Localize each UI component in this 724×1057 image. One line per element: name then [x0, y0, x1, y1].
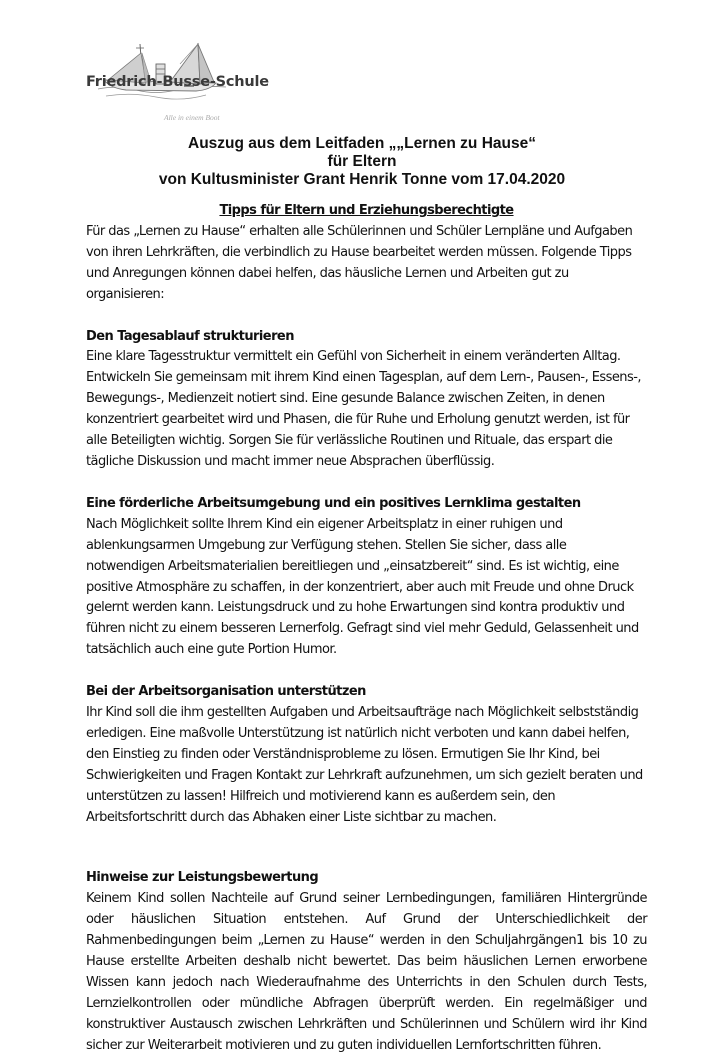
section-title: Hinweise zur Leistungsbewertung [86, 870, 319, 886]
section-daily-routine [86, 327, 647, 473]
section-title: Eine förderliche Arbeitsumgebung und ein positives Lernklima gestalten [86, 495, 581, 511]
section-work-environment [86, 494, 647, 661]
section-body: Nach Möglichkeit sollte Ihrem Kind ein eigener Arbeitsplatz in einer ruhigen und ablenkungsarmen Umgebung zur Verfügung stehen. Stellen Sie sicher, dass alle notwendigen Arbeitsmaterialien bereitliegen und „einsatzbereit“ sind. Es ist wichtig, eine positive Atmosphäre zu schaffen, in der konzentriert, aber auch mit Freude und ohne Druck gelernt werden kann. Leistungsdruck und zu hohe Erwartungen sind kontra produktiv und führen nicht zu einem besseren Lernerfolg. Gefragt sind viel mehr Geduld, Gelassenheit und tatsächlich auch eine gute Portion Humor. [86, 516, 639, 658]
school-tagline: Alle in einem Boot [164, 113, 220, 122]
document-title [0, 135, 724, 189]
section-body: Keinem Kind sollen Nachteile auf Grund seiner Lernbedingungen, familiären Hintergründe oder häuslichen Situation entstehen. Auf Grund der Unterschiedlichkeit der Rahmenbedingungen beim „Lernen zu Hause“ werden in den Schuljahrgängen1 bis 10 zu Hause erstellte Arbeiten deshalb nicht bewertet. Das beim häuslichen Lernen erworbene Wissen kann jedoch nach Wiederaufnahme des Unterrichts in den Schulen durch Tests, Lernzielkontrollen oder mündliche Abfragen überprüft werden. Ein regelmäßiger und konstruktiver Austausch zwischen Lehrkräften und Schülerinnen und Schülern wird ihr Kind sicher zur Weiterarbeit motivieren und zu guten individuellen Lernfortschritten führen. [86, 891, 647, 1053]
title-line-3: von Kultusminister Grant Henrik Tonne vom 17.04.2020 [158, 171, 566, 188]
intro-paragraph: Für das „Lernen zu Hause“ erhalten alle Schülerinnen und Schüler Lernpläne und Aufgaben von ihren Lehrkräften, die verbindlich zu Hause bearbeitet werden müssen. Folgende Tipps und Anregungen können dabei helfen, das häusliche Lernen und Arbeiten gut zu organisieren: [86, 223, 633, 302]
section-body: Eine klare Tagesstruktur vermittelt ein Gefühl von Sicherheit in einem veränderten Alltag. Entwickeln Sie gemeinsam mit ihrem Kind einen Tagesplan, auf dem Lern-, Pausen-, Essens-, Bewegungs-, Medienzeit notiert sind. Eine gesunde Balance zwischen Zeiten, in denen konzentriert gearbeitet wird und Phasen, die für Ruhe und Erholung genutzt werden, ist für alle Beteiligten wichtig. Sorgen Sie für verlässliche Routinen und Rituale, das erspart die tägliche Diskussion und macht immer neue Absprachen überflüssig. [86, 349, 641, 469]
section-work-organisation [86, 682, 647, 828]
section-performance-assessment [86, 868, 647, 1056]
section-title: Bei der Arbeitsorganisation unterstützen [86, 684, 366, 700]
school-name: Friedrich-Busse-Schule [86, 74, 269, 90]
title-line-2: für Eltern [327, 153, 397, 170]
section-title: Den Tagesablauf strukturieren [86, 328, 294, 344]
document-body [86, 201, 647, 1057]
section-body: Ihr Kind soll die ihm gestellten Aufgaben und Arbeitsaufträge nach Möglichkeit selbstständig erledigen. Eine maßvolle Unterstützung ist natürlich nicht verboten und kann dabei helfen, den Einstieg zu finden oder Verständnisprobleme zu lösen. Ermutigen Sie Ihr Kind, bei Schwierigkeiten und Fragen Kontakt zur Lehrkraft aufzunehmen, um sich gezielt beraten und unterstützen zu lassen! Hilfreich und motivierend kann es außerdem sein, den Arbeitsfortschritt durch das Abhaken einer Liste sichtbar zu machen. [86, 705, 643, 825]
section-subheading: Tipps für Eltern und Erziehungsberechtigte [219, 203, 514, 218]
title-line-1: Auszug aus dem Leitfaden „„Lernen zu Hause“ [188, 135, 536, 152]
sailing-ship-icon [96, 40, 231, 102]
